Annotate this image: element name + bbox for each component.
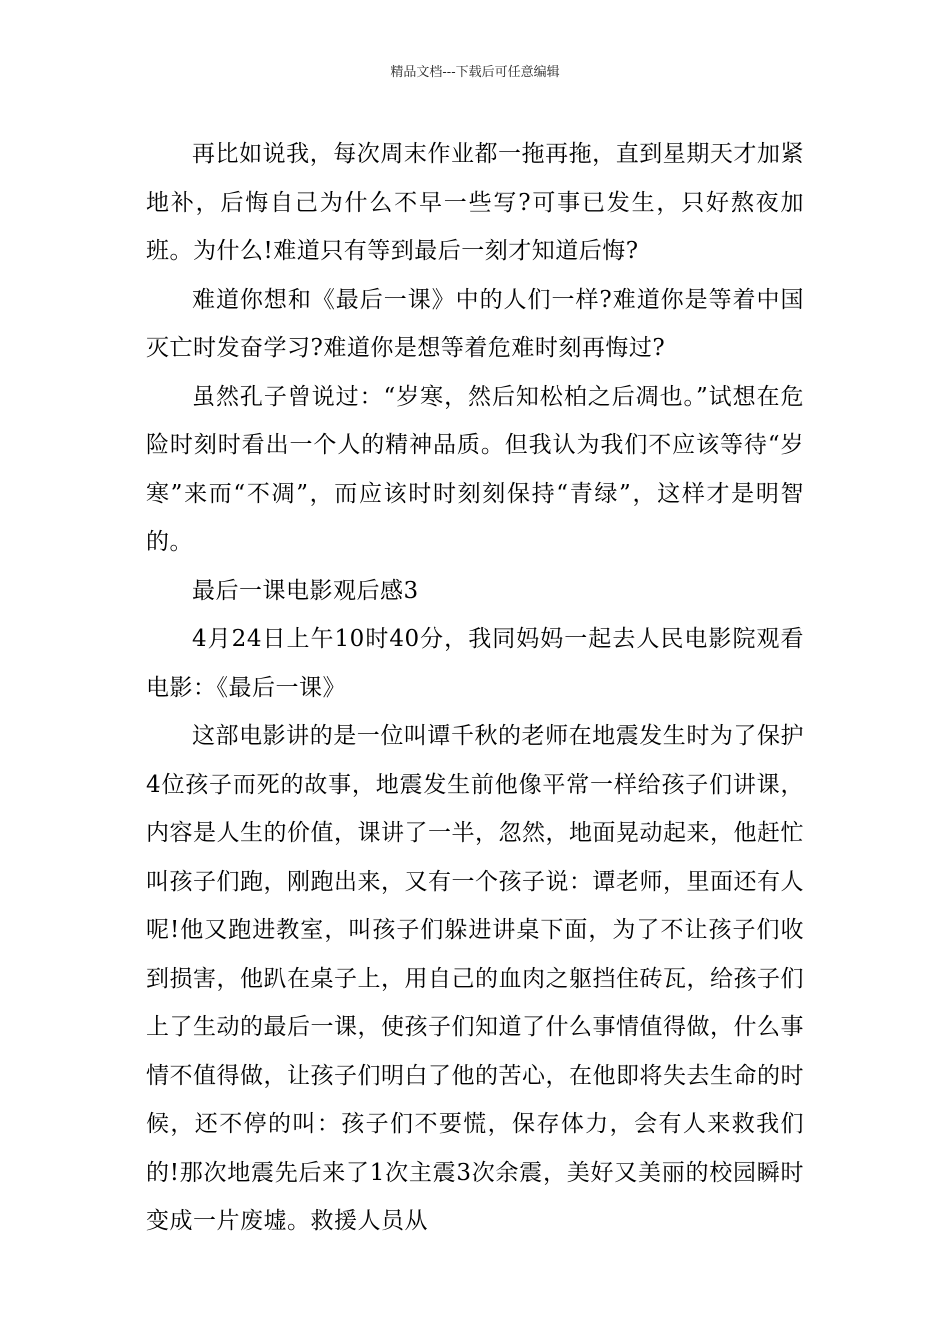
paragraph-procrastination: 再比如说我，每次周末作业都一拖再拖，直到星期天才加紧地补，后悔自己为什么不早一些写?可事已发生，只好熬夜加班。为什么!难道只有等到最后一刻才知道后悔? <box>146 141 804 264</box>
paragraph-confucius-quote: 虽然孔子曾说过：“岁寒，然后知松柏之后凋也。”试想在危险时刻时看出一个人的精神品质。但我认为我们不应该等待“岁寒”来而“不凋”，而应该时时刻刻保持“青绿”，这样才是明智的。 <box>146 383 804 555</box>
section-heading: 最后一课电影观后感3 <box>192 577 419 604</box>
paragraph-questions: 难道你想和《最后一课》中的人们一样?难道你是等着中国灭亡时发奋学习?难道你是想等着危难时刻再悔过? <box>146 286 804 361</box>
document-body <box>146 130 804 1246</box>
page-header: 精品文档---下载后可任意编辑 <box>390 65 560 80</box>
paragraph-movie-story: 这部电影讲的是一位叫谭千秋的老师在地震发生时为了保护4位孩子而死的故事，地震发生前他像平常一样给孩子们讲课，内容是人生的价值，课讲了一半，忽然，地面晃动起来，他赶忙叫孩子们跑，刚跑出来，又有一个孩子说：谭老师，里面还有人呢!他又跑进教室，叫孩子们躲进讲桌下面，为了不让孩子们收到损害，他趴在桌子上，用自己的血肉之躯挡住砖瓦，给孩子们上了生动的最后一课，使孩子们知道了什么事情值得做，什么事情不值得做，让孩子们明白了他的苦心，在他即将失去生命的时候，还不停的叫：孩子们不要慌，保存体力，会有人来救我们的!那次地震先后来了1次主震3次余震，美好又美丽的校园瞬时变成一片废墟。救援人员从 <box>146 723 804 1234</box>
paragraph-movie-date: 4月24日上午10时40分，我同妈妈一起去人民电影院观看电影：《最后一课》 <box>146 626 804 701</box>
